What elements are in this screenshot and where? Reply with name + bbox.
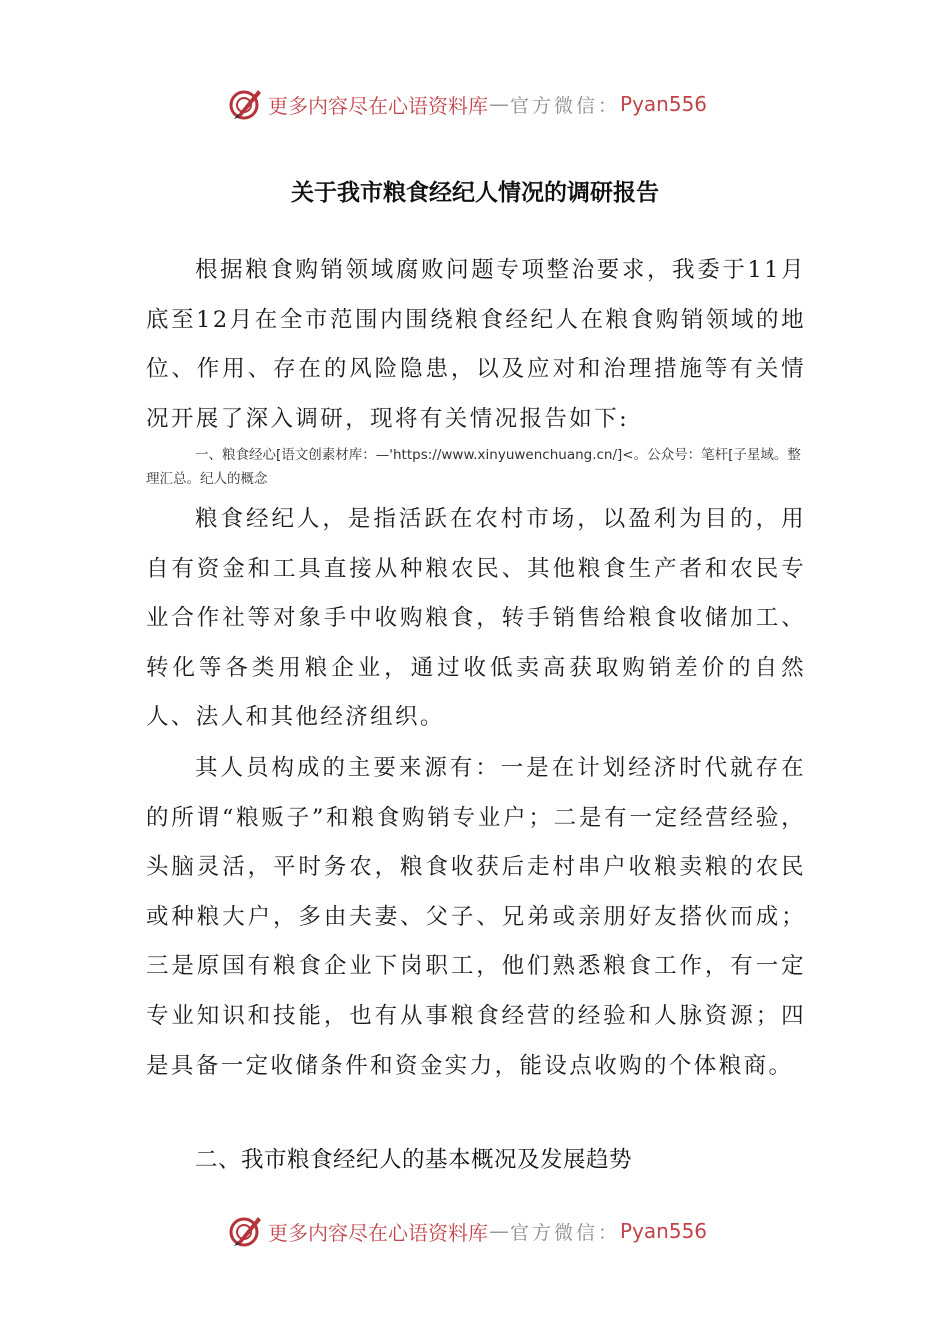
quill-logo-icon <box>228 86 264 122</box>
quill-logo-icon <box>228 1213 264 1249</box>
paragraph-definition: 粮食经纪人，是指活跃在农村市场，以盈利为目的，用自有资金和工具直接从种粮农民、其他粮食生产者和农民专业合作社等对象手中收购粮食，转手销售给粮食收储加工、转化等各类用粮企业，通过收低卖高获取购销差价的自然人、法人和其他经济组织。 <box>146 506 806 731</box>
section2-heading: 二、我市粮食经纪人的基本概况及发展趋势 <box>195 1147 633 1173</box>
watermark-dash: — <box>489 92 509 116</box>
watermark-wechat-id: Pyan556 <box>620 92 708 116</box>
watermark-main-text: 更多内容尽在心语资料库 <box>268 1220 488 1245</box>
watermark-official-label: 官方微信： <box>510 1221 621 1244</box>
document-title: 关于我市粮食经纪人情况的调研报告 <box>291 180 659 206</box>
section1-heading-note: 一、粮食经心[语文创素材库：—'https://www.xinyuwenchuang.cn/]<。公众号：笔杆[子星域。整理汇总。纪人的概念 <box>146 447 801 487</box>
watermark-wechat-id: Pyan556 <box>620 1219 708 1243</box>
paragraph-sources: 其人员构成的主要来源有：一是在计划经济时代就存在的所谓“粮贩子”和粮食购销专业户；二是有一定经营经验，头脑灵活，平时务农，粮食收获后走村串户收粮卖粮的农民或种粮大户，多由夫妻、父子、兄弟或亲朋好友搭伙而成；三是原国有粮食企业下岗职工，他们熟悉粮食工作，有一定专业知识和技能，也有从事粮食经营的经验和人脉资源；四是具备一定收储条件和资金实力，能设点收购的个体粮商。 <box>146 755 806 1079</box>
watermark-dash: — <box>489 1219 509 1243</box>
watermark-footer <box>228 1209 707 1253</box>
watermark-official-label: 官方微信： <box>510 94 621 117</box>
watermark-header <box>228 82 707 126</box>
paragraph-intro: 根据粮食购销领域腐败问题专项整治要求，我委于11月底至12月在全市范围内围绕粮食经纪人在粮食购销领域的地位、作用、存在的风险隐患，以及应对和治理措施等有关情况开展了深入调研，现将有关情况报告如下: <box>146 257 806 432</box>
watermark-main-text: 更多内容尽在心语资料库 <box>268 93 488 118</box>
